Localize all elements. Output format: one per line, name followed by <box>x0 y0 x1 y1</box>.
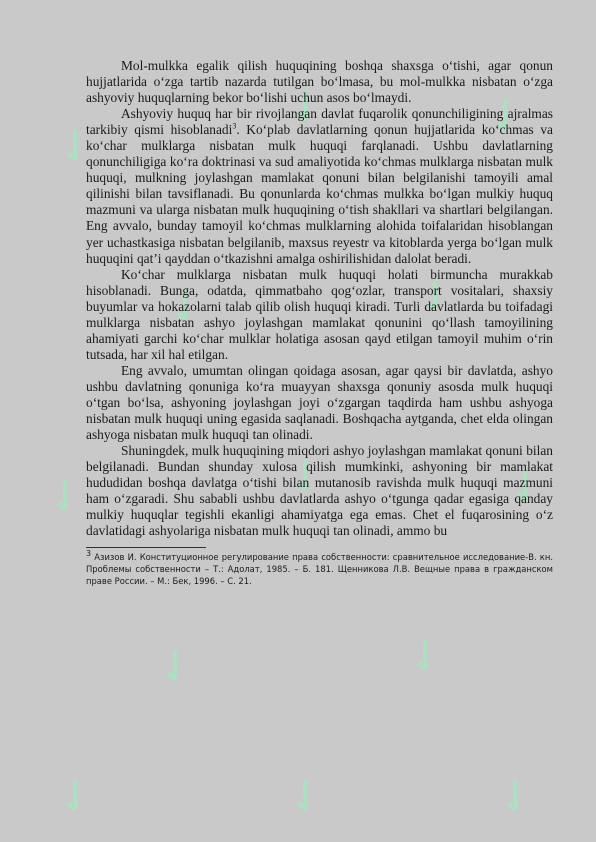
watermark-glyph: ✓ <box>153 272 218 339</box>
watermark-glyph: ✓ <box>403 262 468 329</box>
document-body <box>86 58 553 587</box>
watermark-glyph: ✓ <box>143 632 208 699</box>
paragraph-2-start: Ashyoviy huquq har bir rivojlangan davlat fuqarolik qonunchiligining ajralmas tarkibiy qismi hisoblanadi <box>86 106 553 138</box>
footnote-divider <box>86 547 206 548</box>
watermark-glyph: ✓ <box>43 762 108 829</box>
watermark-glyph: ✓ <box>43 112 108 179</box>
watermark-glyph: ✓ <box>33 462 98 529</box>
footnote-reference[interactable]: 3 <box>232 121 237 131</box>
paragraph-4: Eng avvalo, umumtan olingan qoidaga asosan, agar qaysi bir davlatda, ashyo ushbu davlatning qonuniga koʻra muayyan shaxsga qonuniy asosda mulk huquqi oʻtgan boʻlsa, ashyoning joylashgan joyi oʻzgargan taqdirda ham ushbu ashyoga nisbatan mulk huquqi uning egasida saqlanadi. Boshqacha aytganda, chet elda olingan ashyoga nisbatan mulk huquqi tan olinadi. <box>86 362 553 443</box>
footnote-text: Азизов И. Конституционное регулирование права собственности: сравнительное исследование-В. кн. Проблемы собственности – Т.: Адолат, 1985. – Б. 181. Щенникова Л.В. Вещные права в гражданском праве России. – М.: Бек, 1996. – С. 21. <box>86 552 553 587</box>
paragraph-5: Shuningdek, mulk huquqining miqdori ashyo joylashgan mamlakat qonuni bilan belgilanadi. Bundan shunday xulosa qilish mumkinki, ashyoning bir mamlakat hududidan boshqa davlatga oʻtishi bilan mutanosib ravishda mulk huquqi mazmuni ham oʻzgaradi. Shu sababli ushbu davlatlarda ashyo oʻtgunga qadar egasiga qanday mulkiy huquqlar tegishli ekanligi ahamiyatga ega emas. Chet el fuqarosining oʻz davlatidagi ashyolariga nisbatan mulk huquqi tan olinadi, ammo bu <box>86 443 553 539</box>
footnote <box>86 551 553 587</box>
watermark-glyph: ✓ <box>493 452 558 519</box>
watermark-glyph: ✓ <box>483 762 548 829</box>
watermark-glyph: ✓ <box>473 82 538 149</box>
paragraph-1: Mol-mulkka egalik qilish huquqining boshqa shaxsga oʻtishi, agar qonun hujjatlarida oʻzga tartib nazarda tutilgan boʻlmasa, bu mol-mulkka nisbatan oʻzga ashyoviy huquqlarning bekor boʻlishi uchun asos boʻlmaydi. <box>86 58 553 106</box>
paragraph-2-rest: . Koʻplab davlatlarning qonun hujjatlarida koʻchmas va koʻchar mulklarga nisbatan mulk huquqi farqlanadi. Ushbu davlatlarning qonunchiligiga koʻra doktrinasi va sud amaliyotida koʻchmas mulklarga nisbatan mulk huquqi, mulkning joylashgan mamlakat qonuni bilan belgilanishi tamoyili amal qilinishi bilan tavsiflanadi. Bu qonunlarda koʻchmas mulkka boʻlgan mulkiy huquq mazmuni va ularga nisbatan mulk huquqining oʻtish shakllari va shartlari belgilangan. Eng avvalo, bunday tamoyil koʻchmas mulklarning alohida toifalaridan hisoblangan yer uchastkasiga nisbatan belgilanib, maxsus reyestr va kitoblarda yerga boʻlgan mulk huquqini qat’i qayddan oʻtkazishni amalga oshirilishidan dalolat beradi. <box>86 122 553 266</box>
watermark-glyph: ✓ <box>273 442 338 509</box>
footnote-marker: 3 <box>86 549 92 559</box>
watermark-glyph: ✓ <box>393 622 458 689</box>
watermark-glyph: ✓ <box>273 762 338 829</box>
paragraph-2 <box>86 106 553 266</box>
watermark-glyph: ✓ <box>273 72 338 139</box>
paragraph-3: Koʻchar mulklarga nisbatan mulk huquqi holati birmuncha murakkab hisoblanadi. Bunga, odatda, qimmatbaho qogʻozlar, transport vositalari, shaxsiy buyumlar va hokazolarni talab qilib olish huquqi kiradi. Turli davlatlarda bu toifadagi mulklarga nisbatan ashyo joylashgan mamlakat qonunini qoʻllash tamoyilining ahamiyati garchi koʻchar mulklar holatiga asosan qayd etilgan tamoyil muhim oʻrin tutsada, har xil hal etilgan. <box>86 266 553 362</box>
